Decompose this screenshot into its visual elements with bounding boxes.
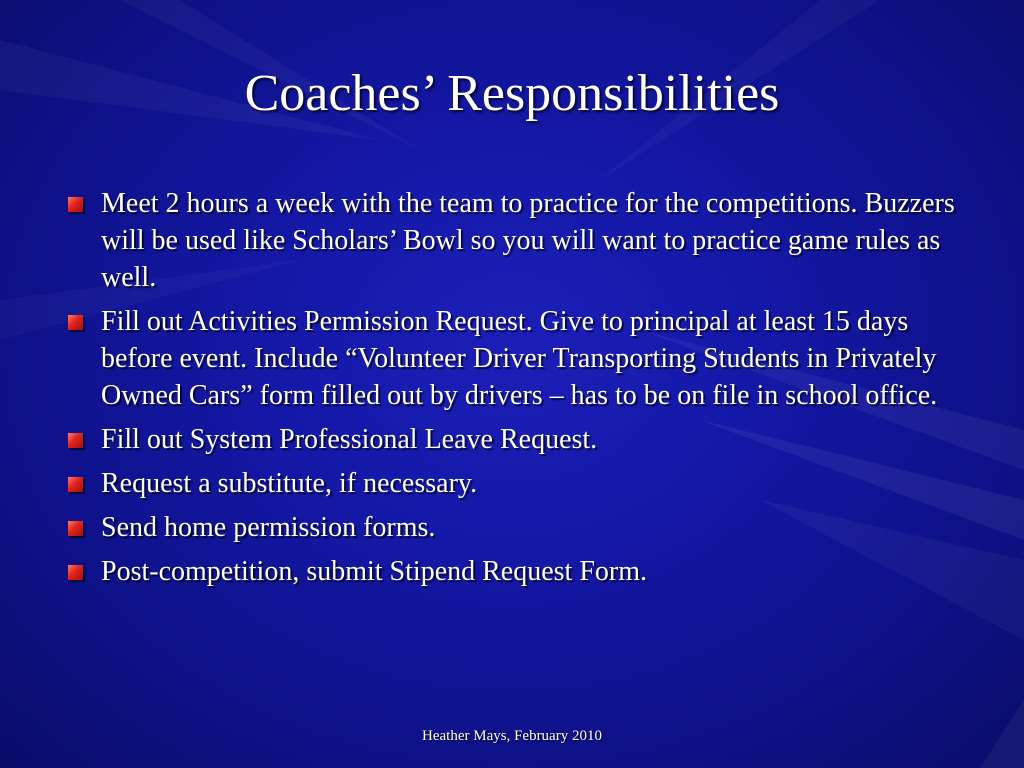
list-item [68,553,968,590]
bullet-text: Request a substitute, if necessary. [101,468,478,499]
slide-title: Coaches’ Responsibilities [244,65,780,122]
red-square-bullet-icon [68,433,83,448]
bullet-text: Fill out System Professional Leave Request. [101,424,598,455]
red-square-bullet-icon [68,315,83,330]
red-square-bullet-icon [68,565,83,580]
list-item [68,509,968,546]
list-item [68,421,968,458]
slide-footer: Heather Mays, February 2010 [422,728,602,744]
red-square-bullet-icon [68,521,83,536]
red-square-bullet-icon [68,197,83,212]
list-item [68,465,968,502]
bullet-text: Fill out Activities Permission Request. Give to principal at least 15 days before event. Include “Volunteer Driver Transporting Students in Privately Owned Cars” form filled out by drivers – has to be on file in school office. [101,306,938,411]
bullet-text: Send home permission forms. [101,512,436,543]
red-square-bullet-icon [68,477,83,492]
bullet-text: Meet 2 hours a week with the team to practice for the competitions. Buzzers will be used like Scholars’ Bowl so you will want to practice game rules as well. [101,188,955,293]
list-item [68,303,968,414]
bullet-list [68,185,968,597]
list-item [68,185,968,296]
bullet-text: Post-competition, submit Stipend Request Form. [101,556,647,587]
